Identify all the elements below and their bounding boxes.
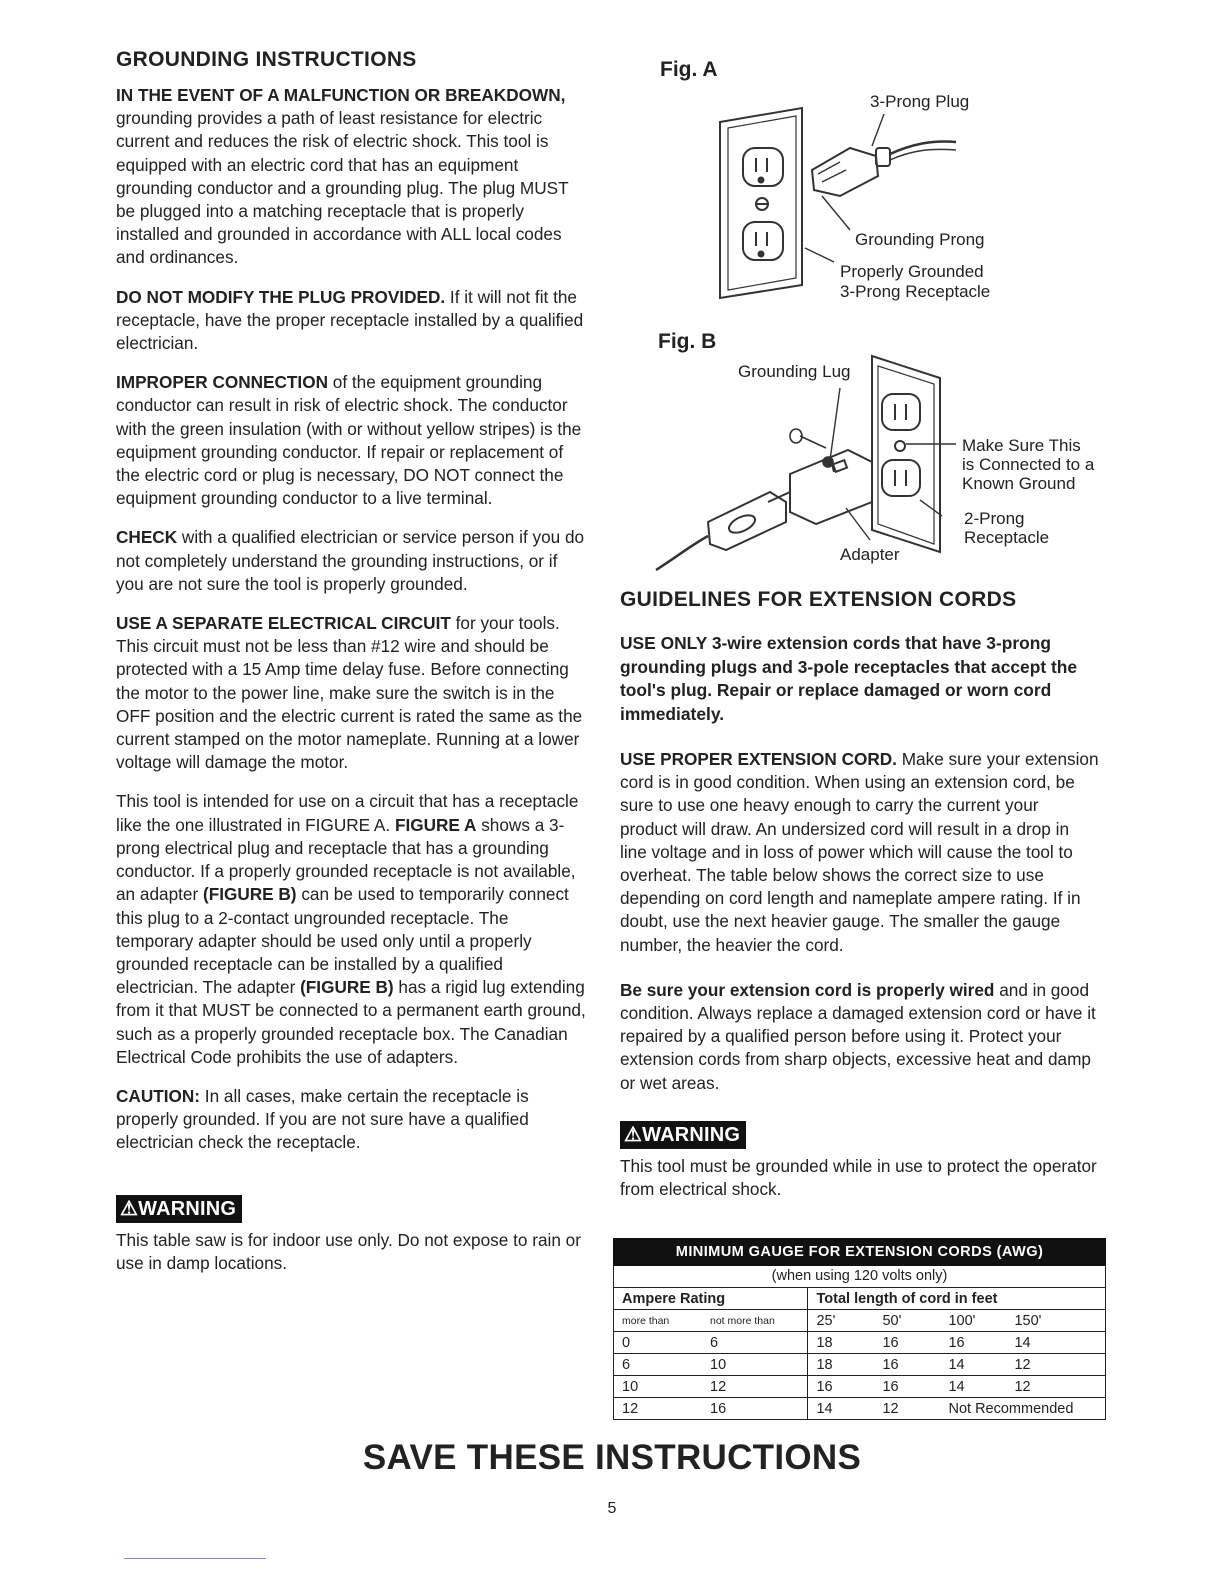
extension-cords-heading: GUIDELINES FOR EXTENSION CORDS bbox=[620, 588, 1017, 611]
gauge-value: 14 bbox=[1014, 1334, 1031, 1351]
gauge-value: 16 bbox=[882, 1356, 899, 1373]
improper-connection-lead: IMPROPER CONNECTION bbox=[116, 372, 328, 393]
length-25: 25' bbox=[816, 1312, 836, 1329]
improper-connection-text: of the equipment grounding conductor can result in risk of electric shock. The conductor with the green insulation (with or without yellow stripes) is the equipment grounding conductor. If repair or replacement of the electric cord or plug is necessary, DO NOT connect the equipment grounding conductor to a live terminal. bbox=[116, 372, 582, 509]
fig-a-receptacle-label-1: Properly Grounded bbox=[840, 262, 984, 281]
gauge-value: 16 bbox=[948, 1334, 965, 1351]
not-more-than-value: 12 bbox=[710, 1378, 727, 1395]
properly-wired-lead: Be sure your extension cord is properly wired bbox=[620, 979, 995, 1000]
fig-b-leader-lines bbox=[830, 388, 956, 540]
caution-lead: CAUTION: bbox=[116, 1085, 201, 1106]
do-not-modify-text: If it will not fit the receptacle, have the proper receptacle installed by a qualified electrician. bbox=[116, 286, 584, 354]
two-prong-receptacle-icon bbox=[872, 356, 940, 552]
gauge-table-title: MINIMUM GAUGE FOR EXTENSION CORDS (AWG) bbox=[613, 1238, 1106, 1266]
gauge-table-subheader-row bbox=[614, 1310, 1106, 1332]
gauge-value: 12 bbox=[1014, 1378, 1031, 1395]
gauge-value: 16 bbox=[882, 1378, 899, 1395]
three-prong-plug-icon bbox=[812, 142, 956, 197]
table-row bbox=[614, 1398, 1106, 1420]
proper-cord-paragraph bbox=[620, 748, 1100, 957]
fig-a-prong-label: Grounding Prong bbox=[855, 230, 985, 249]
ampere-cell bbox=[614, 1332, 808, 1354]
gauge-cell bbox=[808, 1398, 1106, 1420]
malfunction-text: grounding provides a path of least resistance for electric current and reduces the risk of electric shock. This tool is equipped with an electric cord that has an equipment grounding conductor and a grounding plug. The plug MUST be plugged into a matching receptacle that is properly installed and grounded in accordance with ALL local codes and ordinances. bbox=[116, 108, 569, 268]
adapter-text-c: shows a 3-prong electrical plug and receptacle that has a grounding conductor. If a properly grounded receptacle is not available, an adapter bbox=[116, 814, 576, 905]
do-not-modify-paragraph bbox=[116, 286, 586, 356]
gauge-value: 12 bbox=[882, 1400, 899, 1417]
more-than-value: 6 bbox=[622, 1356, 631, 1373]
ampere-cell bbox=[614, 1376, 808, 1398]
cord-length-header: Total length of cord in feet bbox=[808, 1288, 1106, 1310]
adapter-icon bbox=[768, 450, 872, 524]
length-50: 50' bbox=[882, 1312, 902, 1329]
properly-wired-paragraph bbox=[620, 979, 1100, 1095]
receptacle-plate-icon bbox=[720, 108, 802, 298]
warning-badge-right: ⚠WARNING bbox=[620, 1121, 746, 1149]
more-than-value: 12 bbox=[622, 1400, 639, 1417]
adapter-bold-fig-b-1: (FIGURE B) bbox=[202, 884, 297, 905]
gauge-value: 14 bbox=[816, 1400, 833, 1417]
indoor-warning-text: This table saw is for indoor use only. Do not expose to rain or use in damp locations. bbox=[116, 1229, 581, 1273]
fig-b-adapter-label: Adapter bbox=[840, 545, 900, 564]
left-column bbox=[116, 48, 586, 1291]
not-recommended-note: Not Recommended bbox=[948, 1400, 1074, 1417]
more-than-label: more than bbox=[622, 1314, 670, 1327]
do-not-modify-lead: DO NOT MODIFY THE PLUG PROVIDED. bbox=[116, 286, 446, 307]
separate-circuit-lead: USE A SEPARATE ELECTRICAL CIRCUIT bbox=[116, 613, 451, 634]
fig-b-lug-label: Grounding Lug bbox=[738, 362, 851, 381]
grounding-heading: GROUNDING INSTRUCTIONS bbox=[116, 48, 417, 71]
footer-divider bbox=[124, 1558, 266, 1559]
not-more-than-label: not more than bbox=[710, 1314, 775, 1327]
grounded-warning-text: This tool must be grounded while in use to protect the operator from electrical shock. bbox=[620, 1155, 1097, 1200]
gauge-value: 18 bbox=[816, 1334, 833, 1351]
adapter-bold-fig-a: FIGURE A bbox=[394, 814, 477, 835]
table-row bbox=[614, 1332, 1106, 1354]
adapter-text-d: can be used to temporarily connect this plug to a 2-contact ungrounded receptacle. The temporary adapter should be used only until a properly grounded receptacle can be installed by a qualified electrician. The adapter bbox=[116, 884, 569, 998]
fig-b-receptacle-label-1: 2-Prong bbox=[964, 509, 1025, 528]
fig-a-title: Fig. A bbox=[660, 58, 718, 81]
malfunction-lead: IN THE EVENT OF A MALFUNCTION OR BREAKDOWN, bbox=[116, 85, 566, 105]
ampere-subheader-cell bbox=[614, 1310, 808, 1332]
not-more-than-value: 6 bbox=[710, 1334, 719, 1351]
fig-b-illustration bbox=[650, 352, 960, 577]
plug-cord-icon bbox=[656, 492, 786, 570]
page-number: 5 bbox=[607, 1500, 617, 1517]
adapter-bold-fig-b-2: (FIGURE B) bbox=[300, 977, 394, 998]
gauge-value: 18 bbox=[816, 1356, 833, 1373]
gauge-value: 14 bbox=[948, 1378, 965, 1395]
gauge-table-grid bbox=[613, 1287, 1106, 1420]
adapter-text-e: has a rigid lug extending from it that MUST be connected to a permanent earth ground, such as a properly grounded receptacle box. The Canadian Electrical Code prohibits the use of adapters. bbox=[116, 977, 586, 1067]
gauge-table-header-row bbox=[614, 1288, 1106, 1310]
separate-circuit-paragraph bbox=[116, 612, 586, 774]
warning-badge-left: ⚠WARNING bbox=[116, 1195, 242, 1223]
gauge-value: 16 bbox=[816, 1378, 833, 1395]
adapter-paragraph bbox=[116, 790, 586, 1068]
check-text: with a qualified electrician or service person if you do not completely understand the grounding instructions, or if you are not sure the tool is properly grounded. bbox=[116, 527, 585, 594]
fig-b-ground-label-2: is Connected to a bbox=[962, 455, 1095, 474]
save-instructions-title: SAVE THESE INSTRUCTIONS bbox=[362, 1438, 862, 1477]
more-than-value: 10 bbox=[622, 1378, 639, 1395]
proper-cord-lead: USE PROPER EXTENSION CORD. bbox=[620, 749, 897, 769]
fig-b-receptacle-label-2: Receptacle bbox=[964, 528, 1050, 547]
use-only-paragraph: USE ONLY 3-wire extension cords that have 3-prong grounding plugs and 3-pole receptacles that accept the tool's plug. Repair or replace damaged or worn cord immediately. bbox=[620, 633, 1078, 724]
ampere-rating-header: Ampere Rating bbox=[614, 1288, 808, 1310]
gauge-cell bbox=[808, 1376, 1106, 1398]
separate-circuit-text: for your tools. This circuit must not be less than #12 wire and should be protected with a 15 Amp time delay fuse. Before connecting the motor to the power line, make sure the switch is in the OFF position and the electric current is rated the same as the current stamped on the motor nameplate. Running at a lower voltage will damage the motor. bbox=[116, 613, 583, 773]
table-row bbox=[614, 1354, 1106, 1376]
gauge-table-subtitle: (when using 120 volts only) bbox=[613, 1266, 1106, 1287]
grounding-screw-icon bbox=[790, 429, 833, 467]
properly-wired-text: and in good condition. Always replace a damaged extension cord or have it repaired by a qualified person before using it. Protect your extension cords from sharp objects, excessive heat and damp or wet areas. bbox=[620, 979, 1096, 1093]
gauge-value: 14 bbox=[948, 1356, 965, 1373]
ampere-cell bbox=[614, 1354, 808, 1376]
fig-a-receptacle-label-2: 3-Prong Receptacle bbox=[840, 282, 991, 301]
fig-a-plug-label: 3-Prong Plug bbox=[870, 92, 970, 111]
length-100: 100' bbox=[948, 1312, 976, 1329]
gauge-value: 12 bbox=[1014, 1356, 1031, 1373]
improper-connection-paragraph bbox=[116, 371, 586, 510]
right-column bbox=[620, 588, 1100, 1217]
table-row bbox=[614, 1376, 1106, 1398]
caution-paragraph bbox=[116, 1085, 586, 1155]
proper-cord-text: Make sure your extension cord is in good condition. When using an extension cord, be sure to use one heavy enough to carry the current your product will draw. An undersized cord will result in a drop in line voltage and in loss of power which will cause the tool to overheat. The table below shows the correct size to use depending on cord length and nameplate ampere rating. If in doubt, use the next heavier gauge. The smaller the gauge number, the heavier the cord. bbox=[620, 749, 1099, 955]
adapter-text-a: This tool is intended for use on a circuit that has a receptacle like the one illustrated in FIGURE A. bbox=[116, 791, 579, 835]
gauge-table bbox=[613, 1238, 1106, 1420]
length-subheader-cell bbox=[808, 1310, 1106, 1332]
more-than-value: 0 bbox=[622, 1334, 631, 1351]
not-more-than-value: 10 bbox=[710, 1356, 727, 1373]
length-150: 150' bbox=[1014, 1312, 1042, 1329]
malfunction-paragraph bbox=[116, 84, 586, 270]
gauge-cell bbox=[808, 1332, 1106, 1354]
fig-b-title: Fig. B bbox=[658, 330, 717, 353]
check-lead: CHECK bbox=[116, 527, 178, 548]
gauge-value: 16 bbox=[882, 1334, 899, 1351]
not-more-than-value: 16 bbox=[710, 1400, 727, 1417]
check-paragraph bbox=[116, 526, 586, 596]
ampere-cell bbox=[614, 1398, 808, 1420]
fig-b-ground-label-1: Make Sure This bbox=[962, 436, 1081, 455]
gauge-cell bbox=[808, 1354, 1106, 1376]
caution-text: In all cases, make certain the receptacle is properly grounded. If you are not sure have a qualified electrician check the receptacle. bbox=[116, 1085, 529, 1153]
fig-b-ground-label-3: Known Ground bbox=[962, 474, 1076, 493]
